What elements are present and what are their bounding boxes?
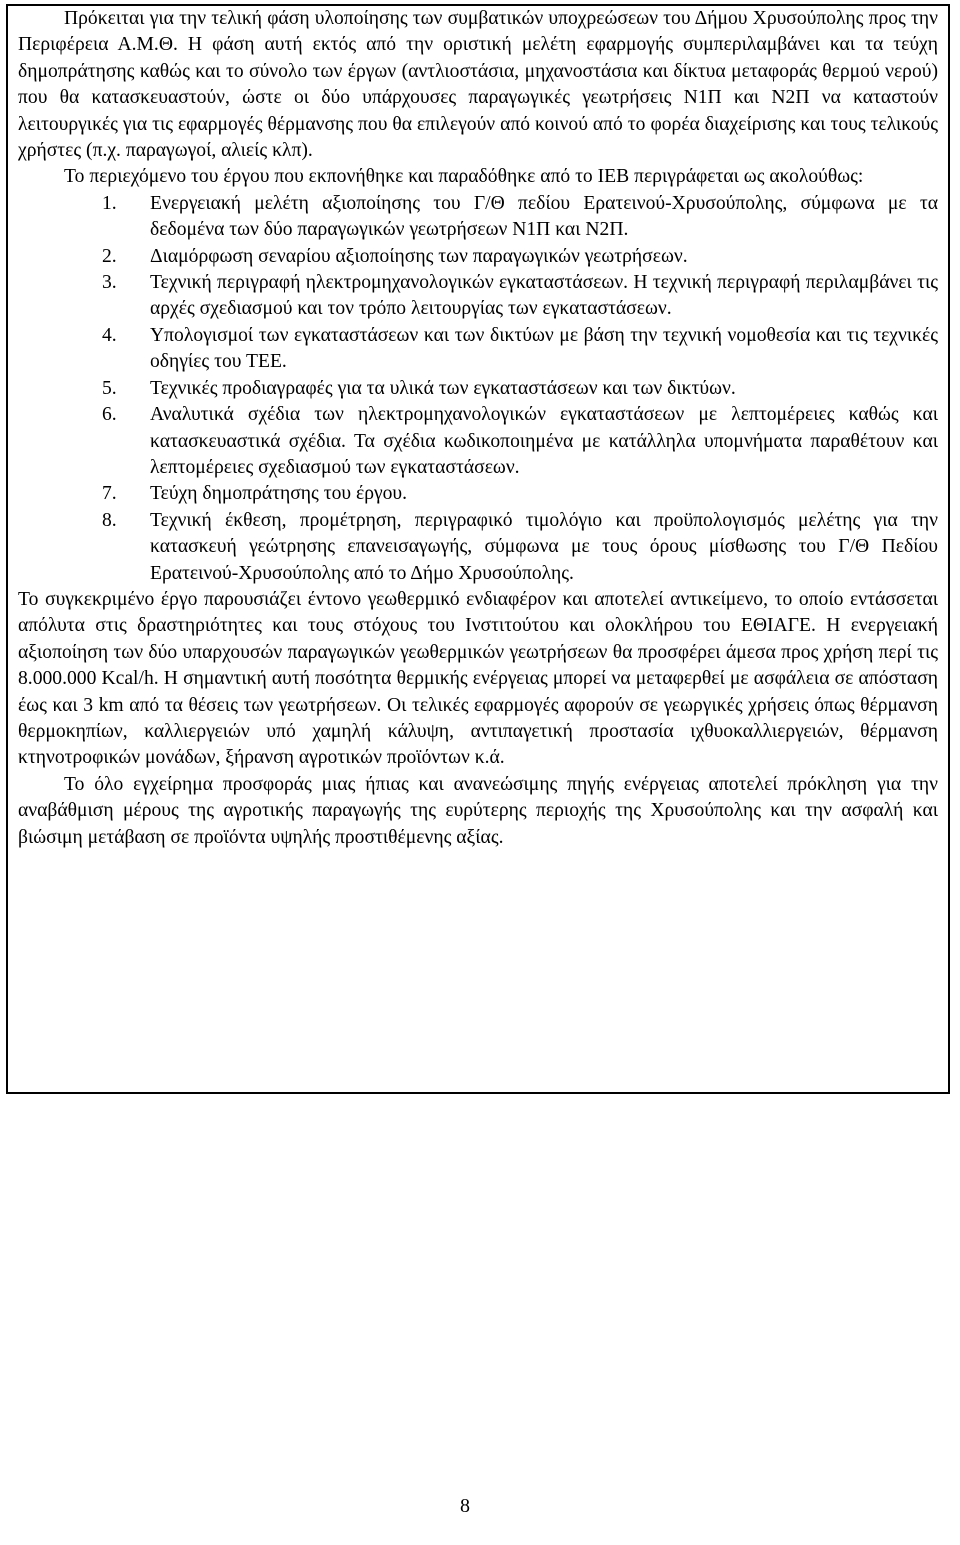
list-item-number: 5.	[102, 377, 117, 399]
page-number: 8	[460, 1495, 470, 1517]
deliverables-list	[18, 191, 938, 587]
list-item	[18, 481, 938, 507]
intro-paragraph: Πρόκειται για την τελική φάση υλοποίησης των συμβατικών υποχρεώσεων του Δήμου Χρυσούπολης προς την Περιφέρεια Α.Μ.Θ. Η φάση αυτή εκτός από την οριστική μελέτη εφαρμογής συμπεριλαμβάνει και τα τεύχη δημοπράτησης καθώς και το σύνολο των έργων (αντλιοστάσια, μηχανοστάσια και δίκτυα μεταφοράς θερμού νερού) που θα κατασκευαστούν, ώστε οι δύο υπάρχουσες παραγωγικές γεωτρήσεις Ν1Π και Ν2Π να καταστούν λειτουργικές για τις εφαρμογές θέρμανσης που θα επιλεγούν από κοινού από το φορέα διαχείρισης και τους τελικούς χρήστες (π.χ. παραγωγοί, αλιείς κλπ).	[18, 8, 938, 162]
geothermal-interest-paragraph: Το συγκεκριμένο έργο παρουσιάζει έντονο γεωθερμικό ενδιαφέρον και αποτελεί αντικείμενο, το οποίο εντάσσεται απόλυτα στις δραστηριότητες και τους στόχους του Ινστιτούτου και ολοκλήρου του ΕΘΙΑΓΕ. Η ενεργειακή αξιοποίηση των δύο υπαρχουσών παραγωγικών γεωθερμικών γεωτρήσεων θα προσφέρει άμεσα προς χρήση περί τις 8.000.000 Kcal/h. Η σημαντική αυτή ποσότητα θερμικής ενέργειας μπορεί να μεταφερθεί με ασφάλεια σε απόσταση έως και 3 km από τα θέσεις των γεωτρήσεων. Οι τελικές εφαρμογές αφορούν σε γεωργικές χρήσεις όπως θέρμανση θερμοκηπίων, καλλιεργειών υπό χαμηλή κάλυψη, αντιπαγετική προστασία ιχθυοκαλλιεργειών, θέρμανση κτηνοτροφικών μονάδων, ξήρανση αγροτικών προϊόντων κ.ά.	[18, 588, 938, 769]
list-item-text: Τεύχη δημοπράτησης του έργου.	[150, 483, 408, 505]
list-item	[18, 323, 938, 376]
list-item	[18, 402, 938, 481]
text-frame	[6, 4, 950, 1094]
list-item	[18, 270, 938, 323]
list-item	[18, 244, 938, 270]
closing-paragraph: Το όλο εγχείρημα προσφοράς μιας ήπιας και ανανεώσιμης πηγής ενέργειας αποτελεί πρόκληση για την αναβάθμιση μέρους της αγροτικής παραγωγής της ευρύτερης περιοχής της Χρυσούπολης και την ασφαλή και βιώσιμη μετάβαση σε προϊόντα υψηλής προστιθέμενης αξίας.	[18, 773, 938, 848]
list-item-number: 1.	[102, 192, 117, 214]
list-item-number: 4.	[102, 324, 117, 346]
list-item-number: 2.	[102, 245, 117, 267]
list-item-number: 7.	[102, 483, 117, 505]
list-item	[18, 191, 938, 244]
list-item	[18, 508, 938, 587]
list-item-number: 3.	[102, 272, 117, 294]
list-item-text: Τεχνική έκθεση, προμέτρηση, περιγραφικό τιμολόγιο και προϋπολογισμός μελέτης για την κατασκευή γεώτρησης επανεισαγωγής, σύμφωνα με τους όρους μίσθωσης του Γ/Θ Πεδίου Ερατεινού-Χρυσούπολης από το Δήμο Χρυσούπολης.	[150, 509, 938, 584]
list-item-text: Αναλυτικά σχέδια των ηλεκτρομηχανολογικών εγκαταστάσεων με λεπτομέρειες καθώς και κατασκευαστικά σχέδια. Τα σχέδια κωδικοποιημένα με κατάλληλα υπομνήματα παραθέτουν και λεπτομέρειες σχεδιασμού των εγκαταστάσεων.	[150, 404, 938, 478]
content-intro-paragraph: Το περιεχόμενο του έργου που εκπονήθηκε και παραδόθηκε από το ΙΕΒ περιγράφεται ως ακολούθως:	[64, 166, 864, 188]
list-item-text: Ενεργειακή μελέτη αξιοποίησης του Γ/Θ πεδίου Ερατεινού-Χρυσούπολης, σύμφωνα με τα δεδομένα των δύο παραγωγικών γεωτρήσεων Ν1Π και Ν2Π.	[150, 192, 938, 241]
list-item-number: 8.	[102, 509, 117, 531]
list-item-text: Τεχνικές προδιαγραφές για τα υλικά των εγκαταστάσεων και των δικτύων.	[150, 377, 736, 399]
list-item-text: Διαμόρφωση σεναρίου αξιοποίησης των παραγωγικών γεωτρήσεων.	[150, 245, 688, 267]
list-item	[18, 376, 938, 402]
list-item-text: Τεχνική περιγραφή ηλεκτρομηχανολογικών εγκαταστάσεων. Η τεχνική περιγραφή περιλαμβάνει τις αρχές σχεδιασμού και τον τρόπο λειτουργίας των εγκαταστάσεων.	[150, 272, 938, 320]
list-item-number: 6.	[102, 404, 117, 426]
list-item-text: Υπολογισμοί των εγκαταστάσεων και των δικτύων με βάση την τεχνική νομοθεσία και τις τεχνικές οδηγίες του ΤΕΕ.	[150, 324, 938, 373]
